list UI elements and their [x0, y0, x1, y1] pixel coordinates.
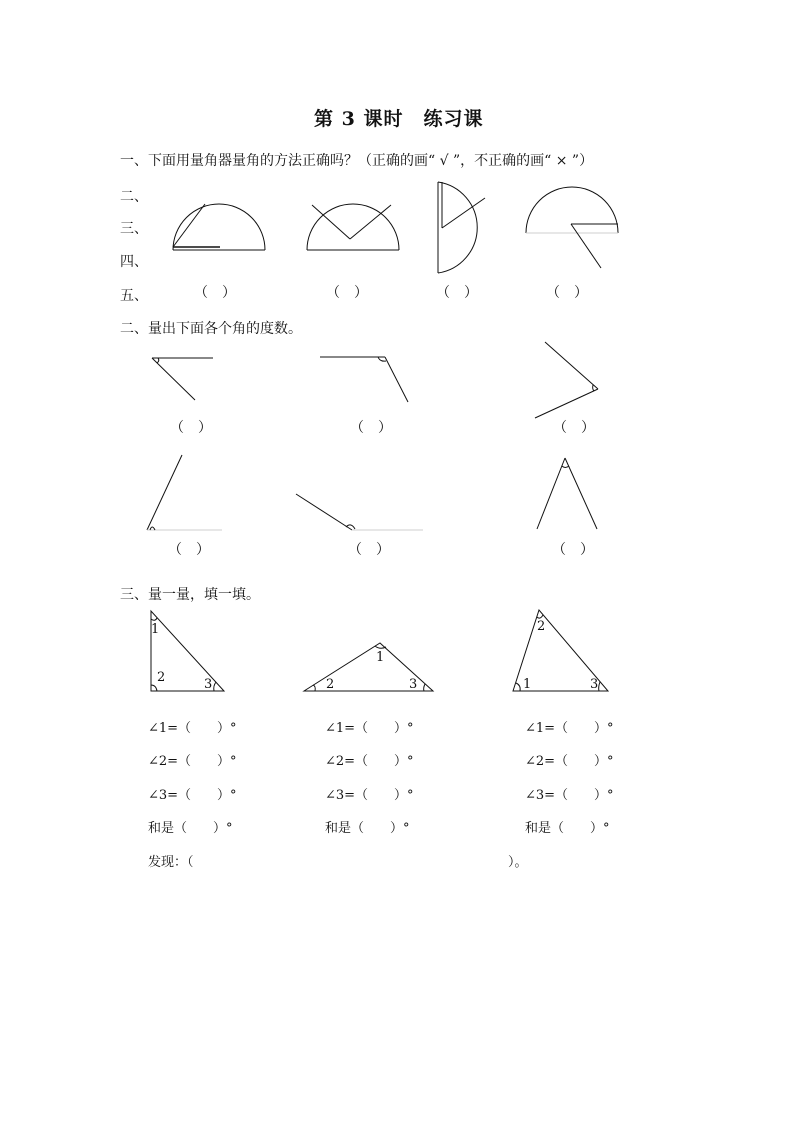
- answer-blank[interactable]: （ ）: [436, 285, 478, 301]
- answer-blank[interactable]: （ ）: [168, 542, 210, 558]
- page-title: 第 3 课时 练习课: [314, 108, 484, 130]
- finding-label: 发现：（: [148, 855, 194, 870]
- angle-label: 3: [409, 677, 418, 692]
- finding-end: ）。: [508, 855, 528, 870]
- row-label-5: 五、: [120, 288, 148, 304]
- angle-figure-3: [535, 342, 598, 418]
- row-label-4: 四、: [120, 254, 148, 270]
- answer-blank[interactable]: （ ）: [552, 542, 594, 558]
- angle-label: 2: [157, 670, 166, 685]
- section2-heading: 二、量出下面各个角的度数。: [120, 321, 302, 337]
- angle-label: 1: [151, 622, 160, 637]
- angle-figure-6: [537, 458, 597, 529]
- angle-label: 2: [326, 677, 335, 692]
- answer-blank[interactable]: （ ）: [546, 285, 588, 301]
- angle-label: 1: [523, 677, 532, 692]
- section1-heading: 一、下面用量角器量角的方法正确吗？（正确的画“ √ ”，不正确的画“ × ”）: [120, 153, 594, 169]
- fill-line[interactable]: 和是（ ）°: [525, 821, 610, 836]
- angle-label: 3: [204, 677, 213, 692]
- fill-line[interactable]: ∠1=（ ）°: [325, 721, 414, 736]
- triangle-2: [304, 643, 433, 691]
- answer-blank[interactable]: （ ）: [326, 285, 368, 301]
- fill-line[interactable]: ∠3=（ ）°: [325, 788, 414, 803]
- triangle-1: [151, 611, 224, 691]
- protractor-figure-2: [307, 204, 399, 250]
- section3-heading: 三、量一量，填一填。: [120, 587, 260, 603]
- row-label-2: 二、: [120, 189, 148, 205]
- angle-label: 3: [590, 677, 599, 692]
- row-label-3: 三、: [120, 221, 148, 237]
- answer-blank[interactable]: （ ）: [170, 420, 212, 436]
- angle-figure-2: [320, 357, 408, 402]
- fill-line[interactable]: ∠1=（ ）°: [525, 721, 614, 736]
- angle-label: 2: [537, 619, 546, 634]
- protractor-figure-3: [438, 182, 485, 273]
- fill-line[interactable]: 和是（ ）°: [148, 821, 233, 836]
- fill-line[interactable]: ∠3=（ ）°: [525, 788, 614, 803]
- answer-blank[interactable]: （ ）: [553, 420, 595, 436]
- angle-figure-5: [296, 494, 423, 530]
- triangle-3: [513, 610, 608, 691]
- fill-line[interactable]: ∠3=（ ）°: [148, 788, 237, 803]
- fill-line[interactable]: 和是（ ）°: [325, 821, 410, 836]
- angle-figure-4: [147, 455, 222, 530]
- fill-line[interactable]: ∠2=（ ）°: [525, 754, 614, 769]
- angle-figure-1: [152, 358, 213, 400]
- fill-line[interactable]: ∠2=（ ）°: [325, 754, 414, 769]
- protractor-figure-1: [173, 204, 265, 250]
- angle-label: 1: [376, 650, 385, 665]
- answer-blank[interactable]: （ ）: [350, 420, 392, 436]
- fill-line[interactable]: ∠2=（ ）°: [148, 754, 237, 769]
- answer-blank[interactable]: （ ）: [348, 542, 390, 558]
- protractor-figure-4: [526, 187, 618, 268]
- fill-line[interactable]: ∠1=（ ）°: [148, 721, 237, 736]
- answer-blank[interactable]: （ ）: [194, 285, 236, 301]
